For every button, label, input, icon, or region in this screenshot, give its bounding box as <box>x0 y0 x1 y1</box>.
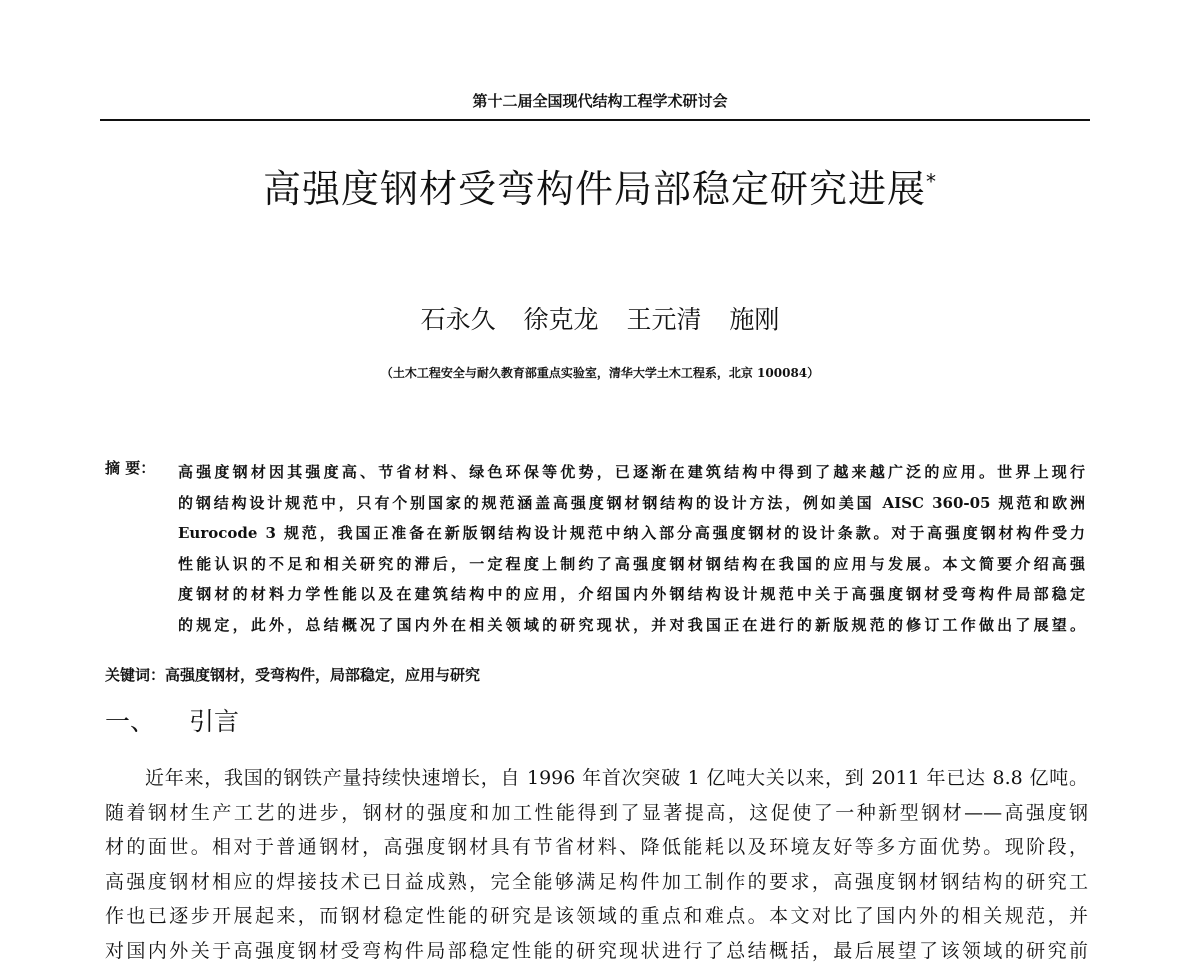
abstract-line: 高强度钢材因其强度高、节省材料、绿色环保等优势，已逐渐在建筑结构中得到了越来越广泛的应用。世界上现行 <box>178 457 1085 488</box>
keywords-text: 高强度钢材，受弯构件，局部稳定，应用与研究 <box>165 666 480 684</box>
abstract-line: 性能认识的不足和相关研究的滞后，一定程度上制约了高强度钢材钢结构在我国的应用与发展。本文简要介绍高强 <box>178 549 1085 580</box>
abstract-line: 的规定，此外，总结概况了国内外在相关领域的研究现状，并对我国正在进行的新版规范的修订工作做出了展望。 <box>178 610 1085 641</box>
body-line: 随着钢材生产工艺的进步，钢材的强度和加工性能得到了显著提高，这促使了一种新型钢材——高强度钢 <box>105 796 1088 831</box>
abstract-label: 摘 要： <box>105 457 155 478</box>
abstract-line: 的钢结构设计规范中，只有个别国家的规范涵盖高强度钢材钢结构的设计方法，例如美国 AISC 360-05 规范和欧洲 <box>178 488 1085 519</box>
body-line: 高强度钢材相应的焊接技术已日益成熟，完全能够满足构件加工制作的要求，高强度钢材钢结构的研究工 <box>105 865 1088 900</box>
body-line: 作也已逐步开展起来，而钢材稳定性能的研究是该领域的重点和难点。本文对比了国内外的相关规范，并 <box>105 899 1088 934</box>
body-line: 对国内外关于高强度钢材受弯构件局部稳定性能的研究现状进行了总结概括，最后展望了该领域的研究前 <box>105 934 1088 968</box>
body-paragraph <box>105 761 1088 968</box>
abstract-body <box>178 457 1085 640</box>
keywords-label: 关键词： <box>105 666 165 684</box>
affiliation: （土木工程安全与耐久教育部重点实验室，清华大学土木工程系，北京 100084） <box>0 364 1200 381</box>
body-line: 材的面世。相对于普通钢材，高强度钢材具有节省材料、降低能耗以及环境友好等多方面优势。现阶段， <box>105 830 1088 865</box>
keywords <box>105 664 480 685</box>
abstract-line: 度钢材的材料力学性能以及在建筑结构中的应用，介绍国内外钢结构设计规范中关于高强度钢材受弯构件局部稳定 <box>178 579 1085 610</box>
header-rule <box>100 119 1090 121</box>
section-number: 一、 <box>105 707 155 736</box>
title-footnote-mark: * <box>926 169 937 193</box>
body-line: 近年来，我国的钢铁产量持续快速增长，自 1996 年首次突破 1 亿吨大关以来，到 2011 年已达 8.8 亿吨。 <box>105 761 1088 796</box>
authors: 石永久 徐克龙 王元清 施刚 <box>0 300 1200 336</box>
abstract-line: Eurocode 3 规范，我国正准备在新版钢结构设计规范中纳入部分高强度钢材的设计条款。对于高强度钢材构件受力 <box>178 518 1085 549</box>
running-header: 第十二届全国现代结构工程学术研讨会 <box>0 90 1200 111</box>
section-heading <box>105 702 239 738</box>
title-text: 高强度钢材受弯构件局部稳定研究进展 <box>263 167 926 211</box>
paper-title <box>0 158 1200 213</box>
section-title: 引言 <box>189 707 239 736</box>
